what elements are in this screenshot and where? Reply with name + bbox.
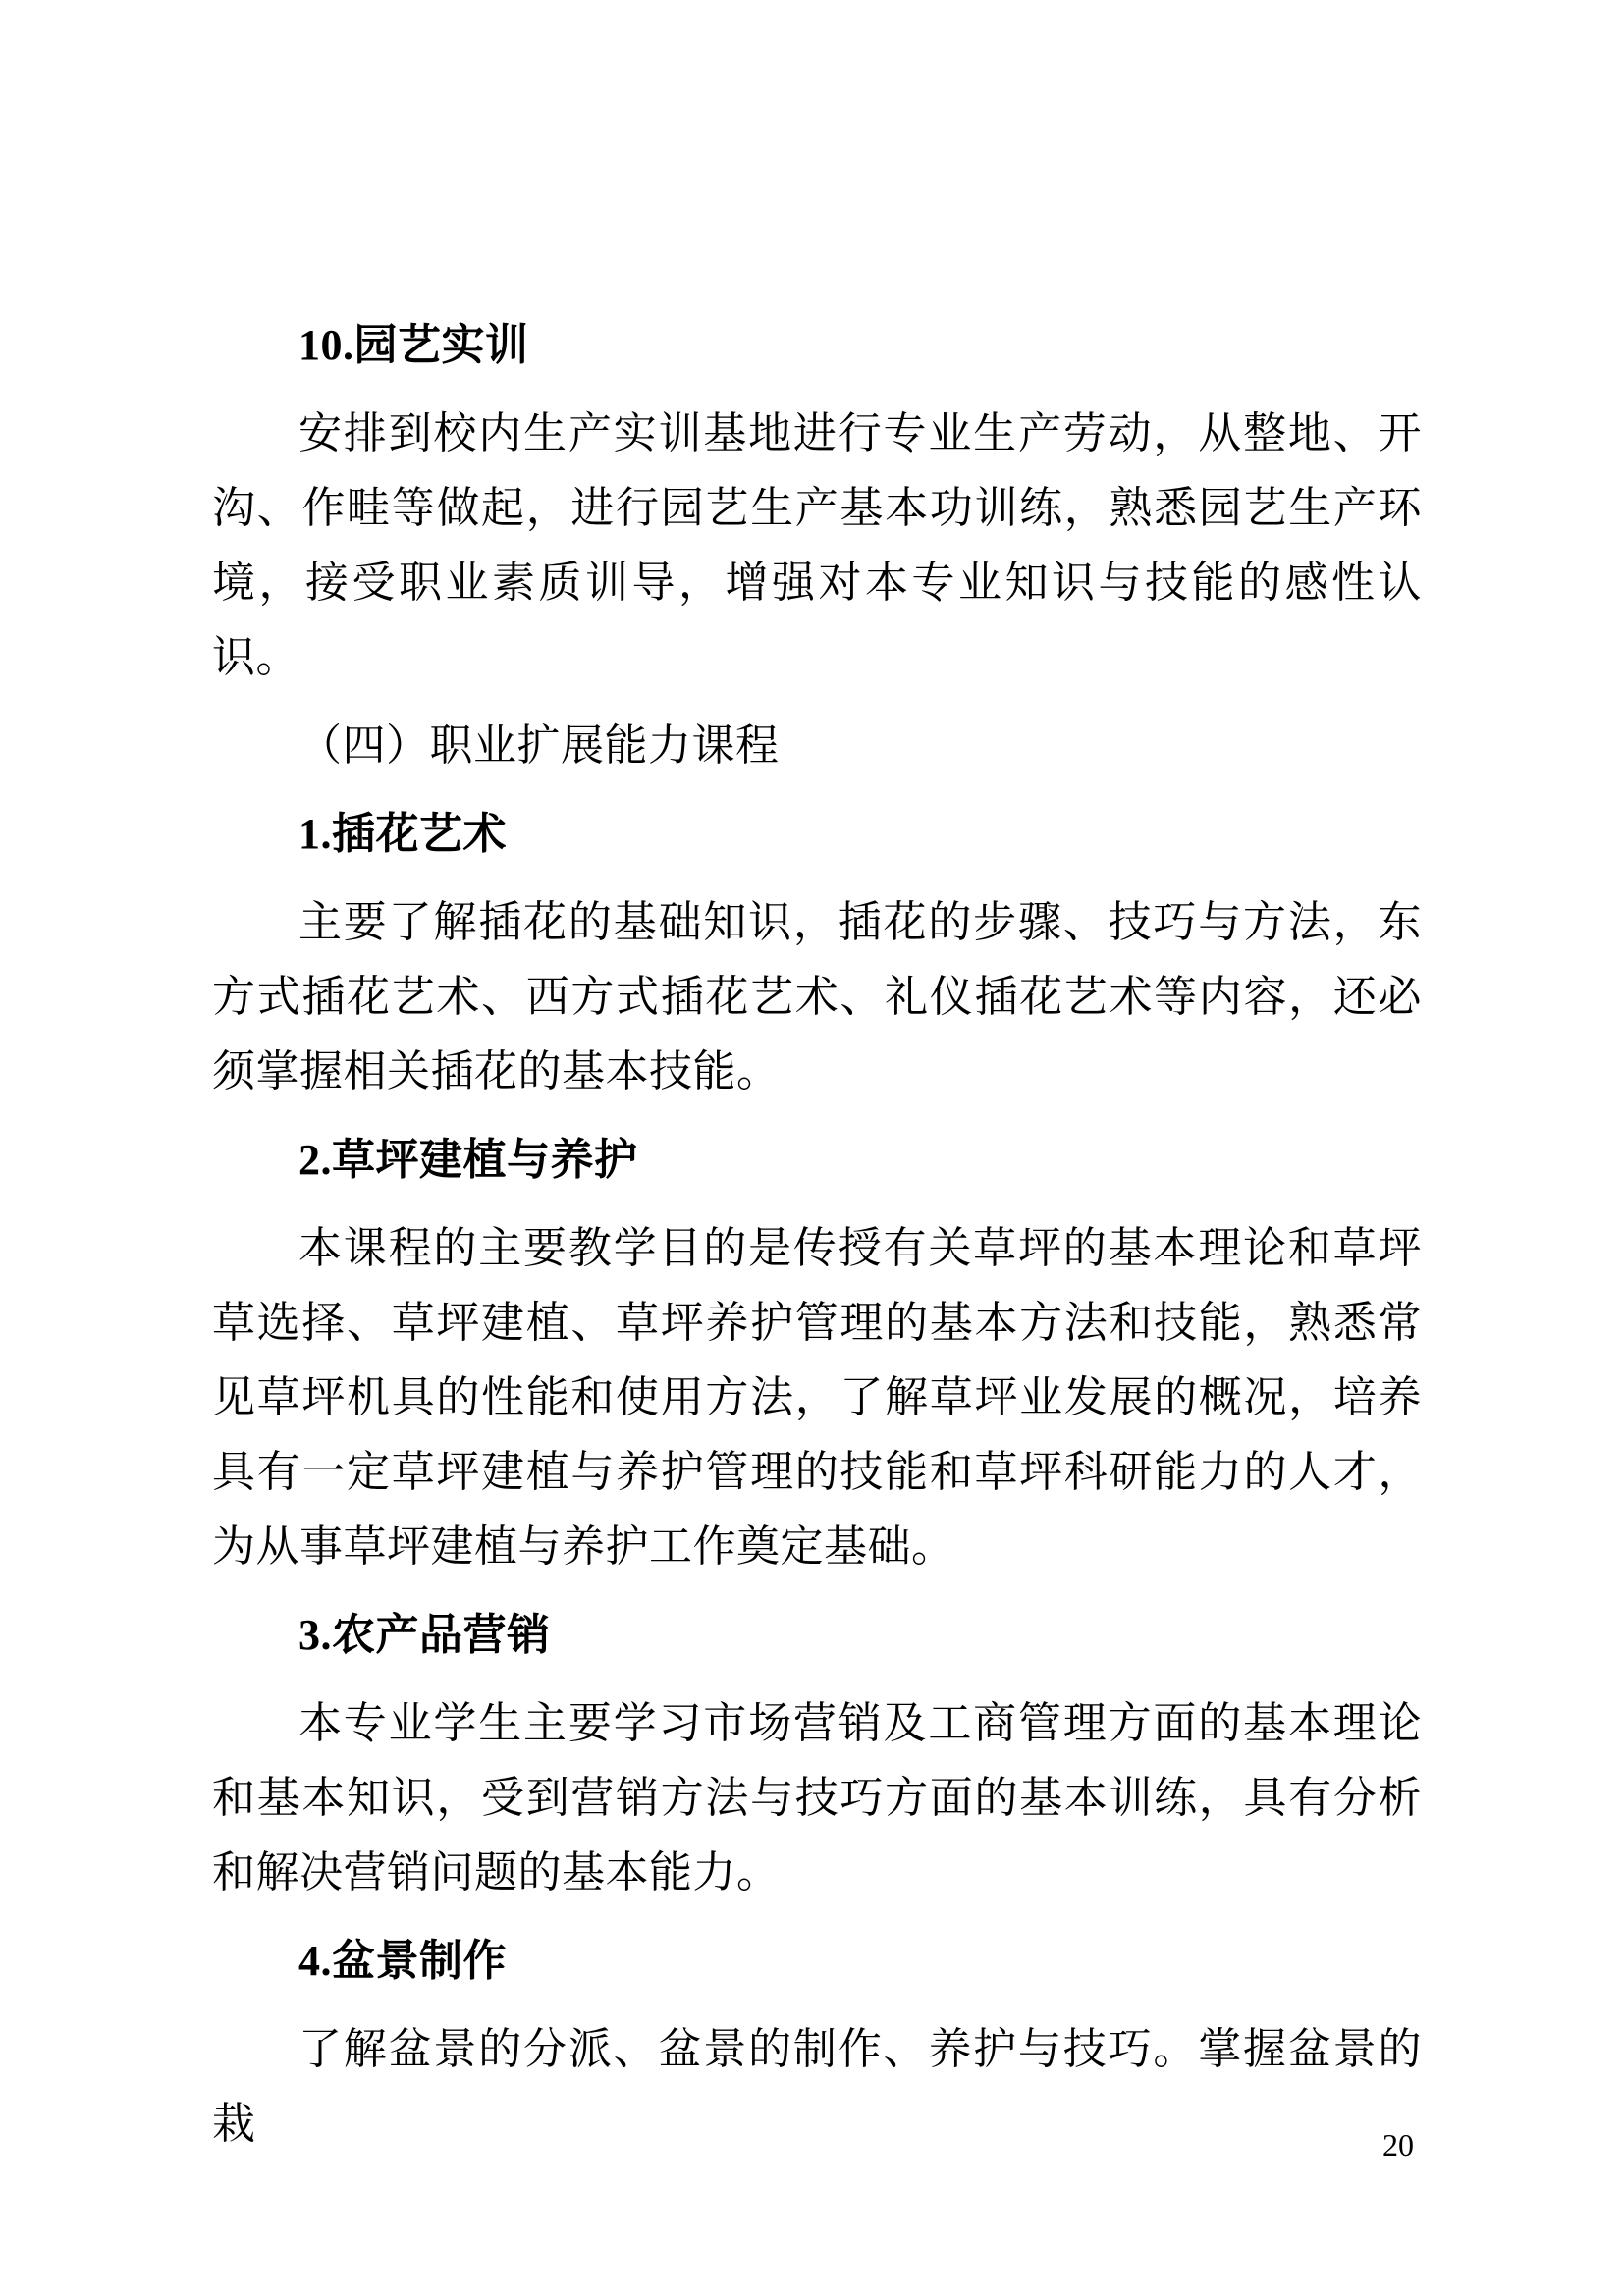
paragraph-horticulture-practice: 安排到校内生产实训基地进行专业生产劳动，从整地、开沟、作畦等做起，进行园艺生产基本功训练，熟悉园艺生产环境，接受职业素质训导，增强对本专业知识与技能的感性认识。 — [212, 409, 1422, 681]
course-heading-3-agri-product-marketing: 3.农产品营销 — [298, 1611, 551, 1659]
course-heading-1-flower-arrangement: 1.插花艺术 — [298, 810, 507, 858]
course-heading-2-lawn-establishment: 2.草坪建植与养护 — [298, 1136, 638, 1184]
paragraph-flower-arrangement: 主要了解插花的基础知识，插花的步骤、技巧与方法，东方式插花艺术、西方式插花艺术、礼仪插花艺术等内容，还必须掌握相关插花的基本技能。 — [212, 898, 1422, 1095]
page-number: 20 — [1382, 2127, 1414, 2163]
subsection-heading-4-career-extension-courses: （四）职业扩展能力课程 — [298, 721, 780, 770]
section-heading-10-horticulture-practice: 10.园艺实训 — [298, 321, 529, 369]
paragraph-bonsai-making: 了解盆景的分派、盆景的制作、养护与技巧。掌握盆景的栽 — [212, 2025, 1422, 2148]
course-heading-4-bonsai-making: 4.盆景制作 — [298, 1937, 507, 1985]
paragraph-lawn-establishment: 本课程的主要教学目的是传授有关草坪的基本理论和草坪草选择、草坪建植、草坪养护管理的基本方法和技能，熟悉常见草坪机具的性能和使用方法，了解草坪业发展的概况，培养具有一定草坪建植与养护管理的技能和草坪科研能力的人才，为从事草坪建植与养护工作奠定基础。 — [212, 1224, 1422, 1571]
document-body — [212, 294, 1422, 2162]
paragraph-agri-product-marketing: 本专业学生主要学习市场营销及工商管理方面的基本理论和基本知识，受到营销方法与技巧方面的基本训练，具有分析和解决营销问题的基本能力。 — [212, 1699, 1422, 1896]
